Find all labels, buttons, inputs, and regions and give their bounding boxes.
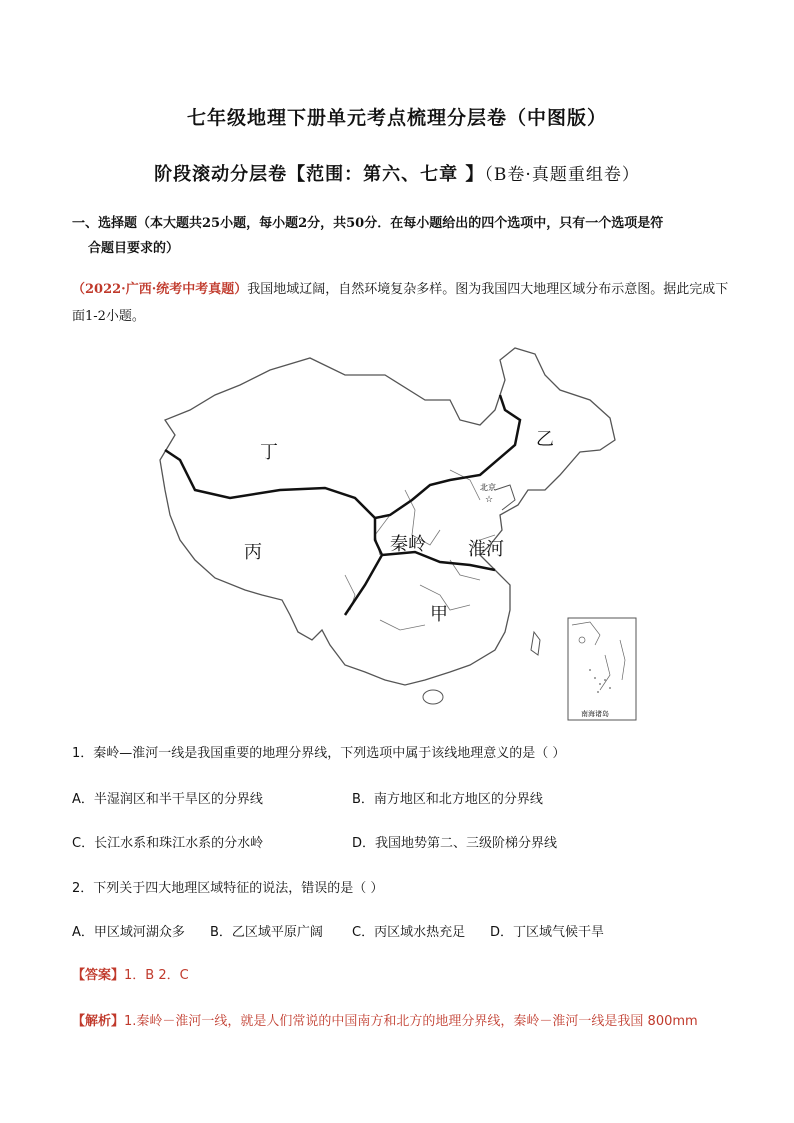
answer-block [72,964,189,983]
label-qinling: 秦岭 [390,534,426,555]
q2-option-d[interactable]: D．丁区域气候干旱 [490,925,605,940]
section-heading [72,211,732,261]
label-yi: 乙 [536,429,554,450]
beijing-star-icon: ☆ [485,495,494,505]
subtitle-tail: （B卷·真题重组卷） [484,165,640,185]
label-beijing: 北京 [480,483,496,492]
document-subtitle [0,160,794,186]
hainan-island [423,690,443,704]
section-line-1: 一、选择题（本大题共25小题，每小题2分，共50分．在每小题给出的四个选项中，只有一个选项是符 [72,216,664,231]
south-china-sea-inset [568,618,636,720]
question-2-stem: 2．下列关于四大地理区域特征的说法，错误的是（ ） [72,881,384,896]
explanation-block [72,1010,742,1029]
q1-option-b[interactable]: B．南方地区和北方地区的分界线 [352,792,543,807]
q2-option-c[interactable]: C．丙区域水热充足 [352,925,466,940]
label-bing: 丙 [244,542,262,563]
document-title: 七年级地理下册单元考点梳理分层卷（中图版） [186,107,607,129]
taiwan-island [531,632,540,655]
subtitle-main: 阶段滚动分层卷【范围：第六、七章 】 [154,164,485,185]
china-regions-map [150,340,660,722]
question-stem [72,276,732,330]
label-inset: 南海诸岛 [581,710,609,718]
q1-option-c[interactable]: C．长江水系和珠江水系的分水岭 [72,836,264,851]
label-huaihe: 淮河 [468,539,504,560]
label-ding: 丁 [260,442,278,463]
source-tag: （2022·广西·统考中考真题） [72,282,248,297]
q2-option-b[interactable]: B．乙区域平原广阔 [210,925,323,940]
stem-text: 我国地域辽阔，自然环境复杂多样。图为我国四大地理区域分布示意图。据此完成下面1-2小题。 [72,282,729,324]
explanation-text: 1.秦岭－淮河一线，就是人们常说的中国南方和北方的地理分界线，秦岭－淮河一线是我国 800mm [124,1014,698,1029]
q1-option-d[interactable]: D．我国地势第二、三级阶梯分界线 [352,836,558,851]
label-jia: 甲 [430,604,448,625]
answer-text: 1．B 2．C [124,968,189,983]
q2-option-a[interactable]: A．甲区域河湖众多 [72,925,185,940]
section-line-2: 合题目要求的） [88,241,180,256]
question-1-stem: 1．秦岭—淮河一线是我国重要的地理分界线，下列选项中属于该线地理意义的是（ ） [72,746,566,761]
q1-option-a[interactable]: A．半湿润区和半干旱区的分界线 [72,792,263,807]
explanation-label: 【解析】 [72,1014,125,1029]
answer-label: 【答案】 [72,968,125,983]
